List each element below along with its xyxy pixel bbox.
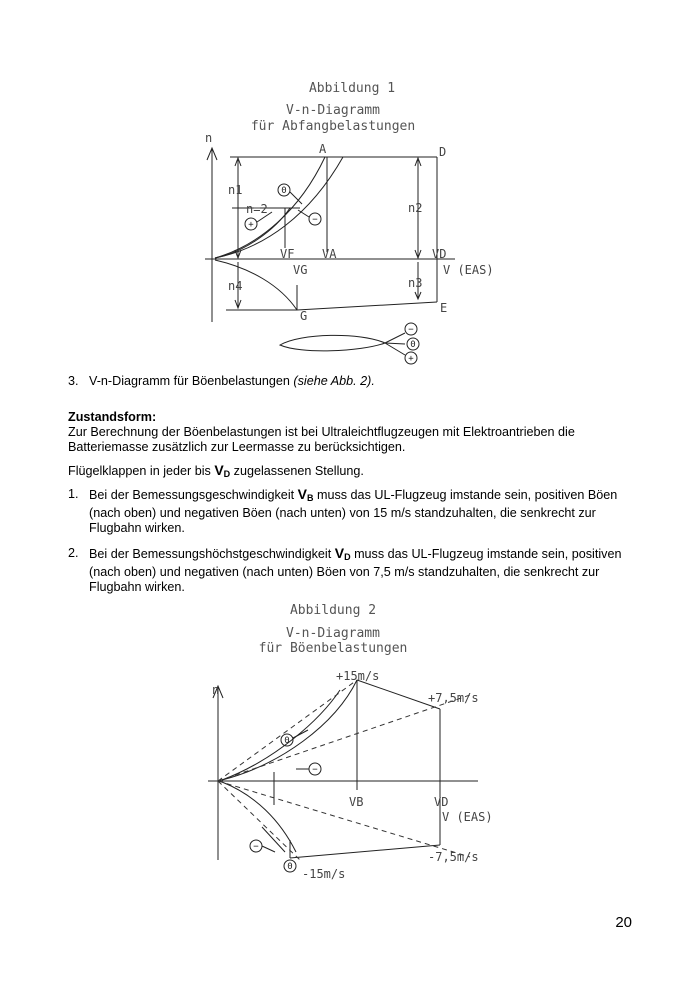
section-number: 3. — [68, 374, 79, 388]
page-number: 20 — [615, 914, 632, 931]
section-3-text: V-n-Diagramm für Böenbelastungen — [89, 374, 290, 388]
envelope-bottom — [290, 845, 440, 858]
flaps-text-pre: Flügelklappen in jeder bis — [68, 464, 211, 478]
n1-label: n1 — [228, 183, 243, 197]
gust-line-minus15 — [218, 781, 300, 860]
vf-label: VF — [280, 247, 295, 261]
vd-symbol: $V_D$ — [334, 545, 351, 562]
zero-symbol-text: 0 — [281, 186, 287, 196]
vd-label: VD — [434, 795, 449, 809]
zustand-heading: Zustandsform: — [68, 410, 157, 424]
svg-text:−: − — [312, 765, 318, 775]
figure-2-subtitle-line2: für Böenbelastungen — [258, 641, 408, 656]
vd-label: VD — [432, 247, 447, 261]
minus-7-5-label: -7,5m/s — [428, 850, 479, 864]
n-axis-label: n — [205, 131, 213, 145]
list-item: 1. Bei der Bemessungsgeschwindigkeit $V_B$ muss das UL-Flugzeug imstande sein, positiven Böen (nach oben) und negativen Böen (nach unten) von 15 m/s standzuhalten, die senkrecht zur Flugbahn wirken. — [68, 486, 618, 535]
n3-label: n3 — [408, 276, 423, 290]
svg-text:0: 0 — [287, 862, 293, 872]
plus-7-5-label: +7,5m/s — [428, 691, 479, 705]
gust-line-plus75 — [218, 695, 470, 781]
vg-label: VG — [293, 263, 308, 277]
plus-symbol-text: + — [248, 220, 254, 230]
airfoil-icon — [280, 335, 385, 350]
v-eas-label: V (EAS) — [443, 263, 494, 277]
g-e-line — [297, 302, 437, 310]
minus-symbol-text: − — [312, 215, 318, 225]
point-d-label: D — [439, 145, 447, 159]
figure-1-title: Abbildung 1 — [308, 81, 396, 96]
figure-2-vn-diagram — [0, 595, 700, 895]
plus-15-label: +15m/s — [336, 669, 380, 683]
section-3-ref: (siehe Abb. 2). — [293, 374, 375, 388]
flaps-paragraph — [68, 463, 638, 482]
airfoil-plus-text: + — [408, 354, 414, 364]
minus-15-label: -15m/s — [302, 867, 346, 881]
gust-line-plus15 — [218, 680, 357, 781]
v-eas-label: V (EAS) — [442, 810, 493, 824]
airfoil-minus-text: − — [408, 325, 414, 335]
figure-2-subtitle-line1: V-n-Diagramm — [286, 626, 380, 641]
svg-text:0: 0 — [284, 736, 290, 746]
point-e-label: E — [440, 301, 448, 315]
figure-1-subtitle-line1: V-n-Diagramm — [286, 103, 380, 118]
figure-1-vn-diagram — [0, 60, 700, 380]
n2-label: n2 — [408, 201, 423, 215]
zustand-paragraph: Zur Berechnung der Böenbelastungen ist bei Ultraleichtflugzeugen mit Elektroantrieben die Batteriemasse zusätzlich zur Leermasse zu berücksichtigen. — [68, 425, 575, 454]
figure-1-subtitle-line2: für Abfangbelastungen — [250, 119, 416, 134]
airfoil-zero-text: 0 — [410, 340, 416, 350]
n-axis-label: n — [212, 683, 220, 697]
vb-symbol: $V_B$ — [297, 486, 314, 503]
n-equals-2-label: n=2 — [246, 202, 268, 216]
vb-label: VB — [349, 795, 364, 809]
point-a-label: A — [319, 142, 327, 156]
flaps-text-post: zugelassenen Stellung. — [233, 464, 364, 478]
list-item: 2. Bei der Bemessungshöchstgeschwindigkeit $V_D$ muss das UL-Flugzeug imstande sein, positiven (nach oben) und negativen (nach unten) Böen von 7,5 m/s standzuhalten, die senkrecht zur Flugbahn wirken. — [68, 545, 622, 594]
gust-requirements-list — [68, 487, 638, 605]
n4-label: n4 — [228, 279, 243, 293]
stall-curve-flaps — [222, 690, 340, 780]
negative-stall-curve — [222, 782, 296, 852]
figure-2-title: Abbildung 2 — [289, 603, 377, 618]
svg-text:−: − — [253, 842, 259, 852]
section-3-heading — [68, 374, 638, 389]
vd-symbol: $V_D$ — [214, 462, 231, 479]
point-g-label: G — [300, 309, 308, 323]
va-label: VA — [322, 247, 337, 261]
